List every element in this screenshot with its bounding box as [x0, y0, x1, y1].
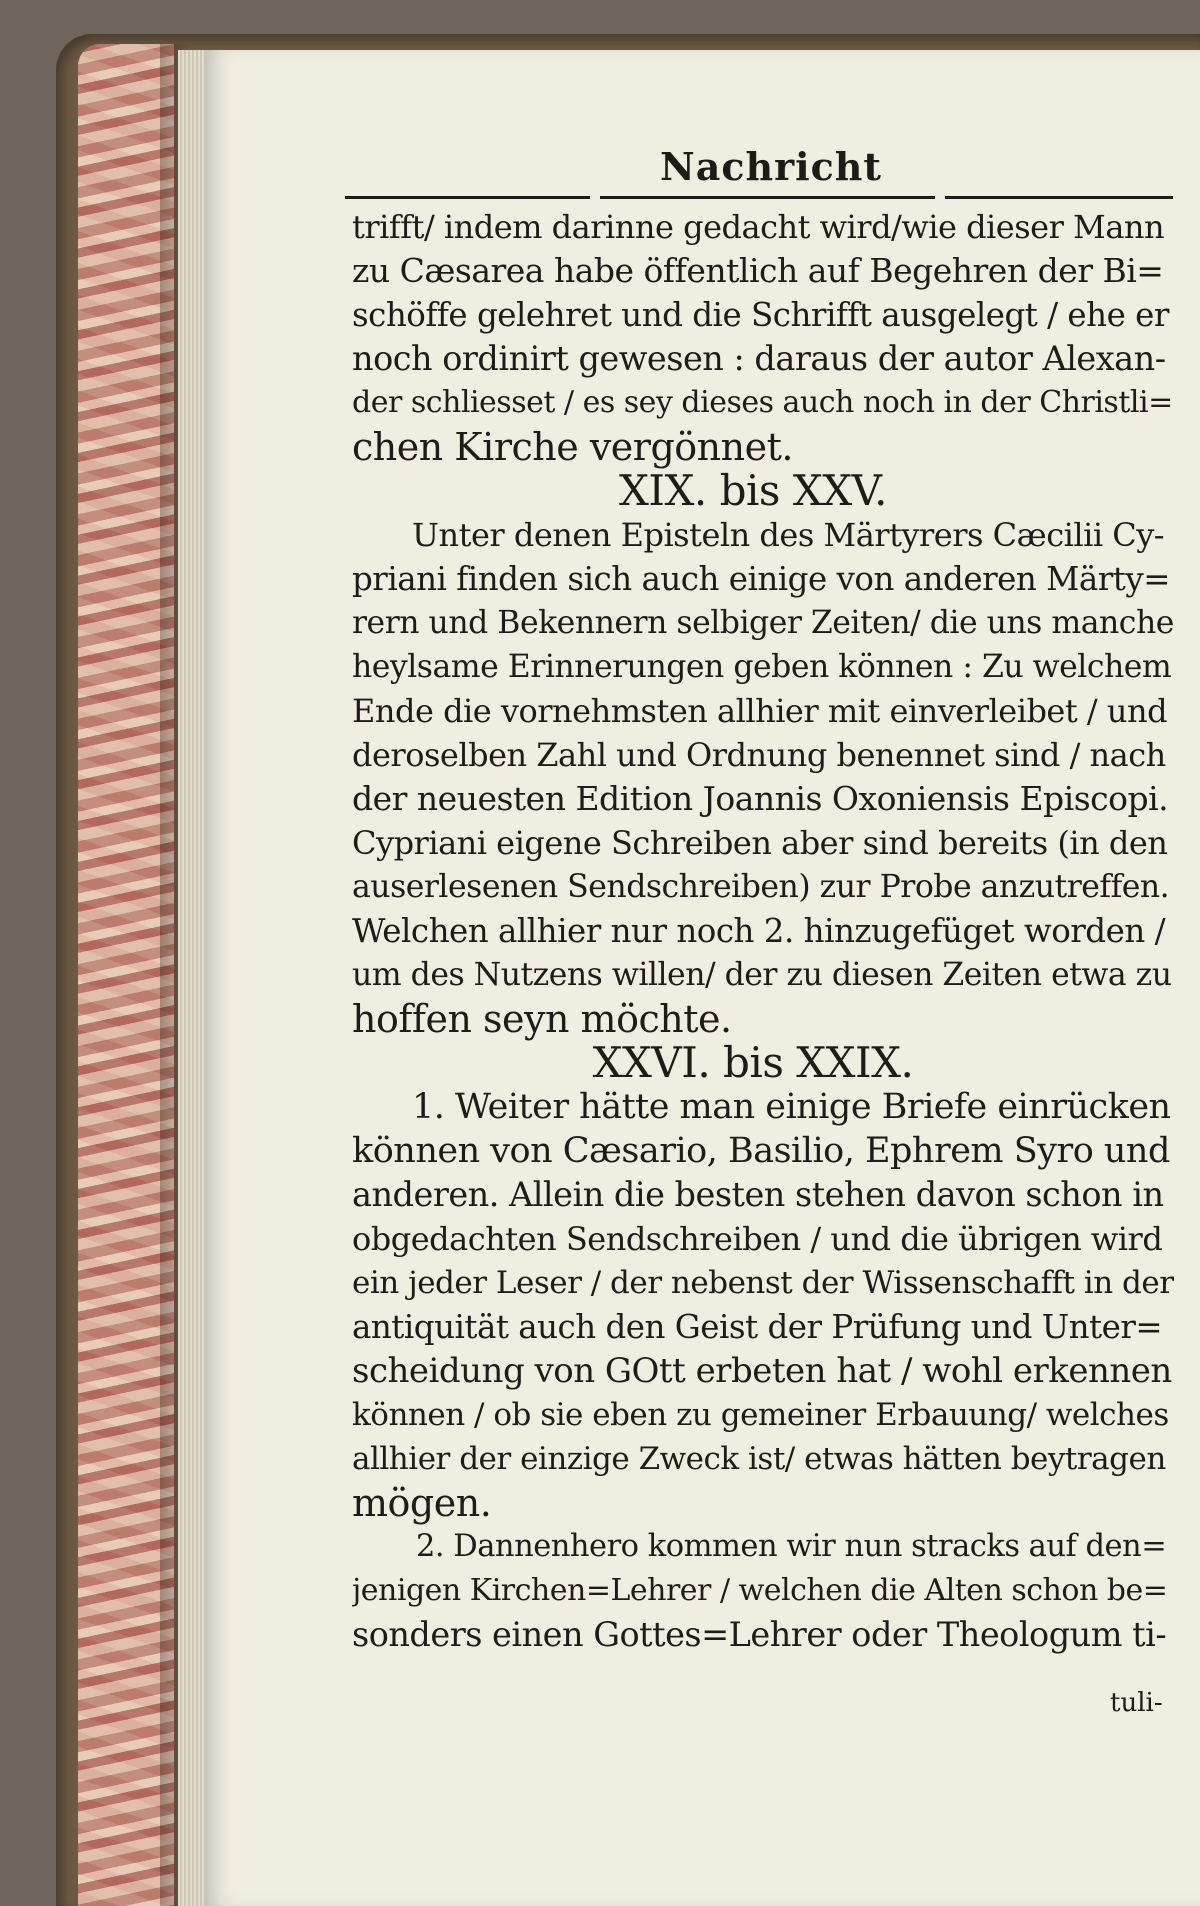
text-line: chen Kirche vergönnet.: [352, 425, 793, 469]
text-line: jenigen Kirchen=Lehrer / welchen die Alten schon be=: [352, 1573, 1168, 1608]
text-line: noch ordinirt gewesen : daraus der autor Alexan-: [352, 339, 1166, 378]
text-line: Cypriani eigene Schreiben aber sind bereits (in den: [352, 824, 1168, 862]
text-line: schöffe gelehret und die Schrifft ausgelegt / ehe er: [352, 296, 1169, 334]
text-line: obgedachten Sendschreiben / und die übrigen wird: [352, 1220, 1163, 1258]
text-line: um des Nutzens willen/ der zu diesen Zeiten etwa zu: [352, 957, 1172, 993]
text-line: Welchen allhier nur noch 2. hinzugefüget worden /: [352, 912, 1166, 950]
text-line: allhier der einzige Zweck ist/ etwas hätten beytragen: [352, 1441, 1166, 1477]
running-head: Nachricht: [660, 144, 882, 189]
text-line: deroselben Zahl und Ordnung benennet sind / nach: [352, 736, 1166, 774]
text-line: ein jeder Leser / der nebenst der Wissenschafft in der: [352, 1265, 1174, 1301]
text-line: 1. Weiter hätte man einige Briefe einrücken: [412, 1087, 1171, 1127]
body-text: [352, 205, 1174, 1657]
text-line: hoffen seyn möchte.: [352, 997, 732, 1041]
head-rule-right: [945, 196, 1173, 199]
section-heading: XXVI. bis XXIX.: [592, 1041, 914, 1085]
text-line: Unter denen Episteln des Märtyrers Cæcilii Cy-: [412, 516, 1165, 554]
text-line: rern und Bekennern selbiger Zeiten/ die uns manche: [352, 605, 1174, 641]
text-line: können von Cæsario, Basilio, Ephrem Syro und: [352, 1131, 1170, 1171]
section-heading: XIX. bis XXV.: [619, 469, 887, 513]
text-line: auserlesenen Sendschreiben) zur Probe anzutreffen.: [352, 869, 1170, 905]
text-line: der schliesset / es sey dieses auch noch in der Christli=: [352, 385, 1173, 420]
text-line: anderen. Allein die besten stehen davon schon in: [352, 1175, 1164, 1214]
catchword: tuli-: [1110, 1688, 1163, 1718]
text-line: heylsame Erinnerungen geben können : Zu welchem: [352, 649, 1172, 685]
text-line: scheidung von GOtt erbeten hat / wohl erkennen: [352, 1351, 1172, 1391]
text-line: trifft/ indem darinne gedacht wird/wie dieser Mann: [352, 208, 1165, 246]
text-line: mögen.: [352, 1481, 492, 1525]
head-rule-middle: [600, 196, 935, 199]
text-line: antiquität auch den Geist der Prüfung und Unter=: [352, 1308, 1163, 1346]
head-rule-left: [345, 196, 590, 199]
text-line: der neuesten Edition Joannis Oxoniensis Episcopi.: [352, 779, 1169, 818]
text-line: sonders einen Gottes=Lehrer oder Theologum ti-: [352, 1615, 1167, 1654]
text-line: Ende die vornehmsten allhier mit einverleibet / und: [352, 692, 1168, 730]
text-line: können / ob sie eben zu gemeiner Erbauung/ welches: [352, 1397, 1169, 1433]
text-line: zu Cæsarea habe öffentlich auf Begehren der Bi=: [352, 251, 1164, 290]
text-line: 2. Dannenhero kommen wir nun stracks auf den=: [416, 1529, 1167, 1564]
text-line: priani finden sich auch einige von anderen Märty=: [352, 560, 1170, 598]
